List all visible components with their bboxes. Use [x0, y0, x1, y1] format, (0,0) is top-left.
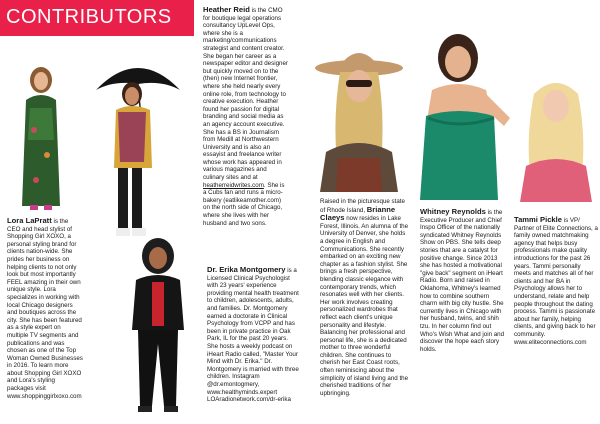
heather-bio-text: is the CMO for boutique legal operations consultancy UpLevel Ops, where she is a marketing/communications strategist and content creator. She began her career as a newspaper editor and designer but quickly moved on to the (then) new Internet frontier, where she held nearly every online role, from technology to creative execution. Heather found her passion for digital branding and social media as an agency account executive. She has a BS in Journalism from Medill at Northwestern University and is also an essayist and freelance writer whose work has appeared in various magazines and culinary sites and at [203, 7, 288, 182]
erika-name: Dr. Erika Montgomery [207, 265, 286, 274]
heather-bio-end: . She is a Cubs fan and runs a micro-bakery (eatlikeamother.com) on the north side of Chicago, where she lives with her husband and two sons. [203, 181, 285, 227]
erika-bio [207, 266, 299, 404]
whitney-name: Whitney Reynolds [420, 207, 486, 216]
brianne-lead: Raised in the picturesque state of Rhode Island, [320, 198, 405, 214]
page-title: CONTRIBUTORS [6, 6, 172, 28]
whitney-bio [420, 208, 506, 353]
contributors-banner [0, 0, 194, 36]
tammi-bio-text: is VP/ Partner of Elite Connections, a family owned matchmaking agency that helps busy professionals make quality introductions for the past 26 years. Tammi personally meets and matches all of her clients and her BA in Psychology allows her to understand, relate and help people throughout the dating process. Tammi is passionate about her family, helping clients, and giving back to her community. [514, 217, 598, 338]
lora-link[interactable]: www.shoppinggirlxoxo.com [7, 392, 82, 400]
erika-link[interactable]: www.healthyminds.expert [207, 388, 278, 396]
heather-name: Heather Reid [203, 5, 250, 14]
erika-link-2[interactable]: LOAradionetwork.com/dr-erika [207, 396, 291, 404]
erika-photo [120, 234, 196, 418]
brianne-name: Brianne Claeys [320, 204, 396, 223]
lora-photo [14, 60, 68, 212]
brianne-bio-text: now resides in Lake Forest, Illinois. An alumna of the University of Denver, she holds a degree in English and Communications. She recently embarked on an exciting new chapter as a fashion stylist. She brings a fresh perspective, blending classic elegance with contemporary trends, which resonates well with her clients. Her work involves creating personalized wardrobes that reflect each client's unique personality and lifestyle. Balancing her professional and personal life, she is a dedicated mother to three wonderful children. She continues to cherish her East Coast roots, often reminiscing about the simplicity of island living and the cherished traditions of her upbringing. [320, 215, 409, 397]
whitney-bio-text: is the Executive Producer and Chief Inspo Officer of the nationally syndicated Whitney Reynolds Show on PBS. She tells deep stories that are a catalyst for positive change. Since 2013 she has hosted a motivational "give back" segment on iHeart Radio. Born and raised in Oklahoma, Whitney's learned how to combine southern charm with big city hustle. She currently lives in Chicago with her husband, twins, and shih tzu. In her column find out Who's Wish What and join and discover the hope each story holds. [420, 209, 505, 353]
tammi-link[interactable]: www.eliteconnections.com [514, 338, 587, 346]
tammi-photo [512, 74, 600, 202]
lora-bio [7, 217, 83, 400]
brianne-photo [308, 42, 410, 192]
erika-bio-text: is a Licensed Clinical Psychologist with 23 years' experience providing mental health treatment to children, adolescents, adults, and families. Dr. Montgomery earned a doctorate in Clinical Psychology from VCPP and has been in private practice in Oak Park, IL for the past 20 years. She hosts a weekly podcast on iHeart Radio called, "Master Your Mind with Dr. Erika." Dr. Montgomery is married with three children. Instagram @dr.emontogmery, [207, 267, 299, 388]
heather-link[interactable]: heatherreidwrites.com [203, 181, 264, 189]
brianne-bio [320, 198, 410, 397]
tammi-name: Tammi Pickle [514, 215, 562, 224]
tammi-bio [514, 216, 598, 346]
lora-bio-text: is the CEO and head stylist of Shopping Girl XOXO, a personal styling brand for clients nation-wide. She prides her business on helping clients to not only look but most importantly FEEL amazing in their own unique style. Lora specializes in working with local Chicago designers and boutiques across the city. She has been featured as a style expert on multiple TV segments and publications and was chosen as one of the Top Woman Owned Businesses in 2016. To learn more about Shopping Girl XOXO and Lora's styling packages visit [7, 218, 83, 393]
heather-bio [203, 6, 289, 227]
lora-name: Lora LaPratt [7, 216, 52, 225]
contributor-umbrella-photo [92, 50, 184, 250]
whitney-photo [408, 30, 514, 200]
